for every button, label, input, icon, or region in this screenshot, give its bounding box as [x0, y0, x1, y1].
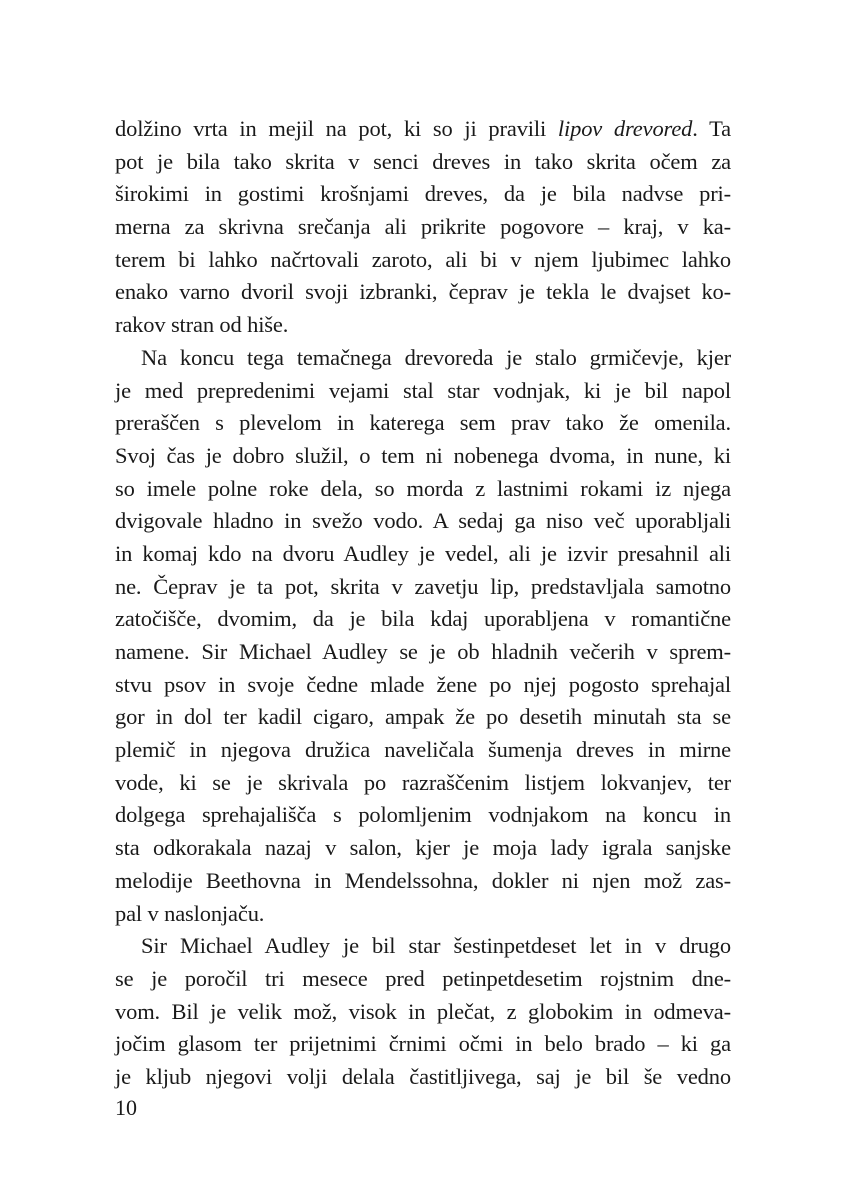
text-segment: so imele polne roke dela, so morda z lastnimi rokami iz njega — [115, 475, 731, 501]
page-number: 10 — [115, 1095, 137, 1120]
text-line — [115, 571, 731, 604]
text-line — [115, 276, 731, 309]
text-line — [115, 342, 731, 375]
text-line — [115, 669, 731, 702]
text-line — [115, 799, 731, 832]
text-line — [115, 505, 731, 538]
paragraph — [115, 113, 731, 342]
text-line — [115, 930, 731, 963]
text-segment: stvu psov in svoje čedne mlade žene po njej pogosto sprehajal — [115, 671, 731, 697]
text-segment: plemič in njegova družica naveličala šumenja dreves in mirne — [115, 737, 731, 763]
text-line — [115, 473, 731, 506]
text-line — [115, 963, 731, 996]
text-line — [115, 440, 731, 473]
text-line — [115, 898, 731, 931]
text-segment: enako varno dvoril svoji izbranki, čeprav je tekla le dvajset ko- — [115, 279, 731, 305]
text-segment: zatočišče, dvomim, da je bila kdaj uporabljena v romantične — [115, 606, 731, 632]
text-segment: gor in dol ter kadil cigaro, ampak že po desetih minutah sta se — [115, 704, 731, 730]
text-segment: pot je bila tako skrita v senci dreves in tako skrita očem za — [115, 148, 731, 174]
text-segment: namene. Sir Michael Audley se je ob hladnih večerih v sprem- — [115, 639, 731, 664]
text-segment: širokimi in gostimi krošnjami dreves, da je bila nadvse pri- — [115, 181, 731, 207]
text-segment: dvigovale hladno in svežo vodo. A sedaj ga niso več uporabljali — [115, 508, 731, 534]
text-line — [115, 1061, 731, 1094]
text-segment: terem bi lahko načrtovali zaroto, ali bi v njem ljubimec lahko — [115, 246, 731, 272]
text-segment: sta odkorakala nazaj v salon, kjer je moja lady igrala sanjske — [115, 835, 731, 861]
text-line — [115, 603, 731, 636]
text-line — [115, 375, 731, 408]
text-segment: preraščen s plevelom in katerega sem prav tako že omenila. — [115, 410, 731, 436]
text-line — [115, 113, 731, 146]
italic-text: lipov drevored — [557, 116, 693, 141]
text-segment: vom. Bil je velik mož, visok in plečat, z globokim in odmeva- — [115, 998, 731, 1024]
text-line — [115, 1028, 731, 1061]
text-segment: merna za skrivna srečanja ali prikrite pogovore – kraj, v ka- — [115, 214, 731, 240]
text-line — [115, 538, 731, 571]
text-segment: Sir Michael Audley je bil star šestinpetdeset let in v drugo — [141, 933, 731, 959]
paragraph — [115, 930, 731, 1093]
text-segment: dolžino vrta in mejil na pot, ki so ji pravili — [115, 116, 558, 141]
text-segment: vode, ki se je skrivala po razraščenim listjem lokvanjev, ter — [115, 769, 731, 795]
text-segment: je kljub njegovi volji delala častitljivega, saj je bil še vedno — [115, 1063, 731, 1089]
text-segment: pal v naslonjaču. — [115, 900, 265, 926]
text-segment: . Ta — [692, 116, 731, 141]
text-line — [115, 701, 731, 734]
text-line — [115, 309, 731, 342]
text-line — [115, 832, 731, 865]
text-segment: melodije Beethovna in Mendelssohna, dokler ni njen mož zas- — [115, 867, 731, 893]
text-segment: in komaj kdo na dvoru Audley je vedel, ali je izvir presahnil ali — [115, 540, 731, 566]
text-line — [115, 146, 731, 179]
text-line — [115, 407, 731, 440]
paragraph — [115, 342, 731, 930]
text-segment: Svoj čas je dobro služil, o tem ni nobenega dvoma, in nune, ki — [115, 442, 731, 468]
text-segment: rakov stran od hiše. — [115, 312, 289, 338]
text-line — [115, 996, 731, 1029]
text-line — [115, 178, 731, 211]
text-segment: dolgega sprehajališča s polomljenim vodnjakom na koncu in — [115, 802, 731, 828]
text-segment: Na koncu tega temačnega drevoreda je stalo grmičevje, kjer — [141, 344, 731, 370]
text-line — [115, 211, 731, 244]
text-line — [115, 636, 731, 669]
text-segment: je med prepredenimi vejami stal star vodnjak, ki je bil napol — [115, 377, 731, 403]
text-line — [115, 734, 731, 767]
text-line — [115, 244, 731, 277]
body-text — [115, 113, 731, 1094]
text-segment: ne. Čeprav je ta pot, skrita v zavetju lip, predstavljala samotno — [115, 573, 731, 599]
text-line — [115, 767, 731, 800]
text-segment: jočim glasom ter prijetnimi črnimi očmi in belo brado – ki ga — [115, 1031, 731, 1057]
text-line — [115, 865, 731, 898]
text-segment: se je poročil tri mesece pred petinpetdesetim rojstnim dne- — [115, 965, 731, 991]
